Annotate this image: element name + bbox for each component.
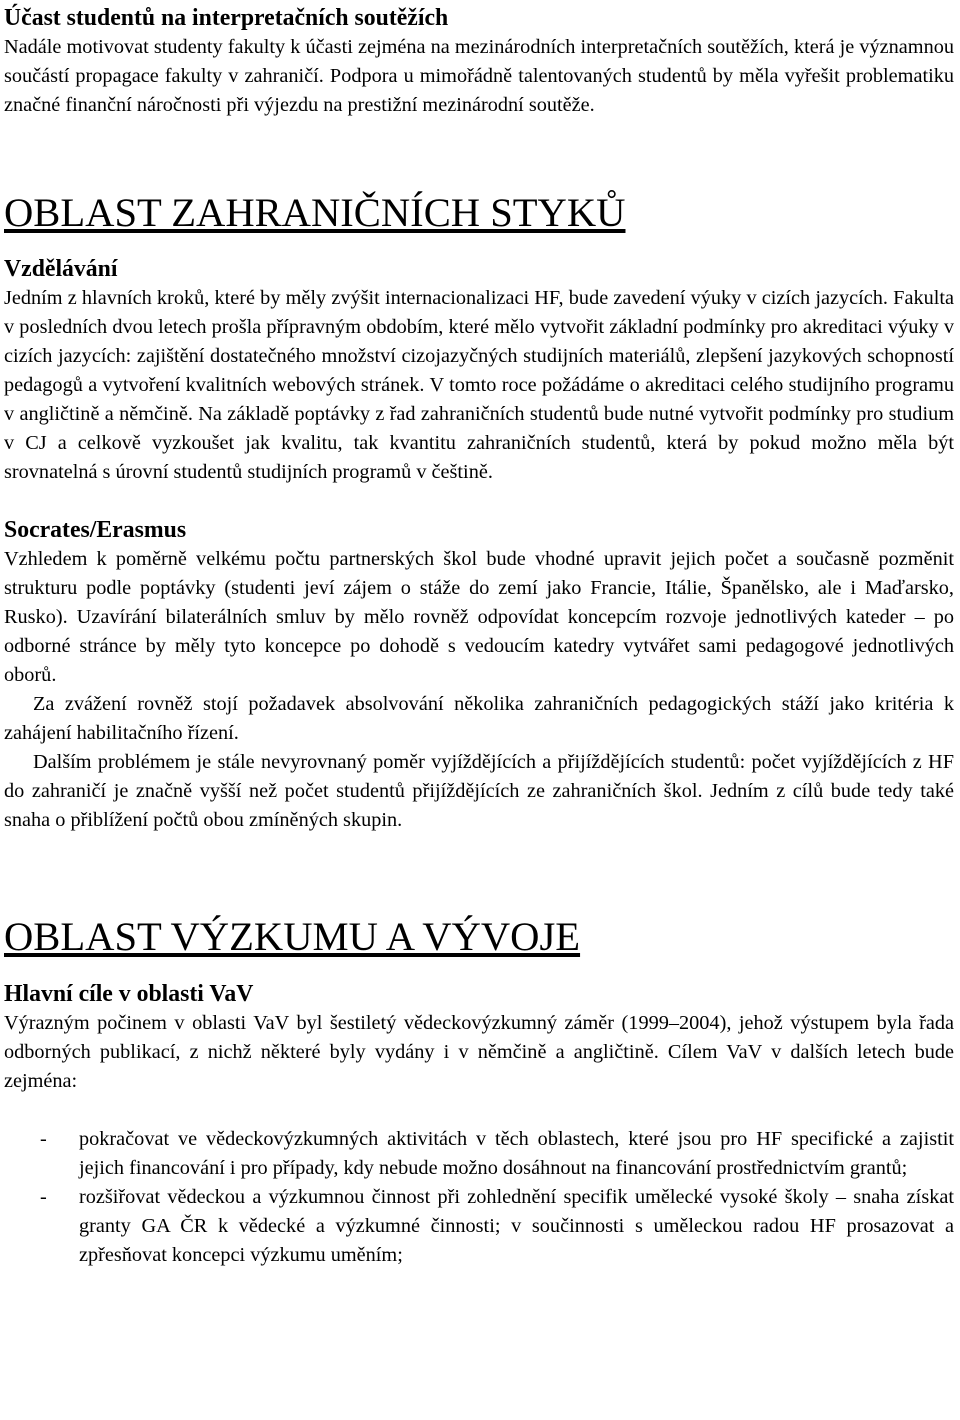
research-goals-title: Hlavní cíle v oblasti VaV: [4, 981, 254, 1007]
list-item-text: rozšiřovat vědeckou a výzkumnou činnost při zohlednění specifik umělecké vysoké školy – snaha získat granty GA ČR k vědecké a výzkumné činnosti; v součinnosti s uměleckou radou HF prosazovat a zpřesňovat koncepci výzkumu uměním;: [79, 1186, 954, 1266]
erasmus-title: Socrates/Erasmus: [4, 517, 187, 543]
education-title: Vzdělávání: [4, 256, 118, 282]
list-bullet: -: [40, 1128, 47, 1150]
foreign-relations-title: OBLAST ZAHRANIČNÍCH STYKŮ: [4, 190, 626, 235]
research-goals-paragraph: Výrazným počinem v oblasti VaV byl šestiletý vědeckovýzkumný záměr (1999–2004), jehož výstupem byla řada odborných publikací, z nichž některé byly vydány i v němčině a angličtině. Cílem VaV v dalších letech bude zejména:: [4, 1012, 954, 1092]
foreign-relations-section: [4, 190, 954, 835]
students-competition-paragraph: Nadále motivovat studenty fakulty k účasti zejména na mezinárodních interpretačních soutěžích, která je významnou součástí propagace fakulty v zahraničí. Podpora u mimořádně talentovaných studentů by měla vyřešit problematiku značné finanční náročnosti při výjezdu na prestižní mezinárodní soutěže.: [4, 36, 954, 116]
students-competition-title: Účast studentů na interpretačních soutěžích: [4, 5, 449, 31]
erasmus-paragraph-2: Za zvážení rovněž stojí požadavek absolvování několika zahraničních pedagogických stáží jako kritéria k zahájení habilitačního řízení.: [4, 693, 954, 744]
research-title: OBLAST VÝZKUMU A VÝVOJE: [4, 914, 581, 959]
document-page: [4, 4, 954, 1270]
research-section: [4, 914, 954, 1270]
erasmus-paragraph-1: Vzhledem k poměrně velkému počtu partnerských škol bude vhodné upravit jejich počet a současně pozměnit strukturu podle poptávky (studenti jeví zájem o stáže do zemí jako Francie, Itálie, Španělsko, ale i Maďarsko, Rusko). Uzavírání bilaterálních smluv by mělo rovněž odpovídat koncepcím rozvoje jednotlivých kateder – po odborné stránce by měly tyto koncepce po dohodě s vedoucím katedry vytvářet sami pedagogové jednotlivých oborů.: [4, 548, 954, 686]
list-item: [4, 1183, 954, 1270]
list-item-text: pokračovat ve vědeckovýzkumných aktivitách v těch oblastech, které jsou pro HF specifické a zajistit jejich financování i pro případy, kdy nebude možno dosáhnout na financování prostřednictvím grantů;: [79, 1128, 954, 1179]
students-competition-section: [4, 4, 954, 120]
education-paragraph: Jedním z hlavních kroků, které by měly zvýšit internacionalizaci HF, bude zavedení výuky v cizích jazycích. Fakulta v posledních dvou letech prošla přípravným obdobím, které mělo vytvořit základní podmínky pro akreditaci výuky v cizích jazycích: zajištění dostatečného množství cizojazyčných studijních materiálů, zlepšení jazykových schopností pedagogů a vytvoření kvalitních webových stránek. V tomto roce požádáme o akreditaci celého studijního programu v angličtině a němčině. Na základě poptávky z řad zahraničních studentů bude nutné vytvořit podmínky pro studium v CJ a celkově vyzkoušet jak kvalitu, tak kvantitu zahraničních studentů, která by pokud možno měla být srovnatelná s úrovní studentů studijních programů v češtině.: [4, 287, 954, 483]
list-bullet: -: [40, 1186, 47, 1208]
list-item: [4, 1125, 954, 1183]
research-goals-list: [4, 1125, 954, 1270]
erasmus-paragraph-3: Dalším problémem je stále nevyrovnaný poměr vyjíždějících a přijíždějících studentů: počet vyjíždějících z HF do zahraničí je značně vyšší než počet studentů přijíždějících ze zahraničních škol. Jedním z cílů bude tedy také snaha o přiblížení počtů obou zmíněných skupin.: [4, 751, 954, 831]
